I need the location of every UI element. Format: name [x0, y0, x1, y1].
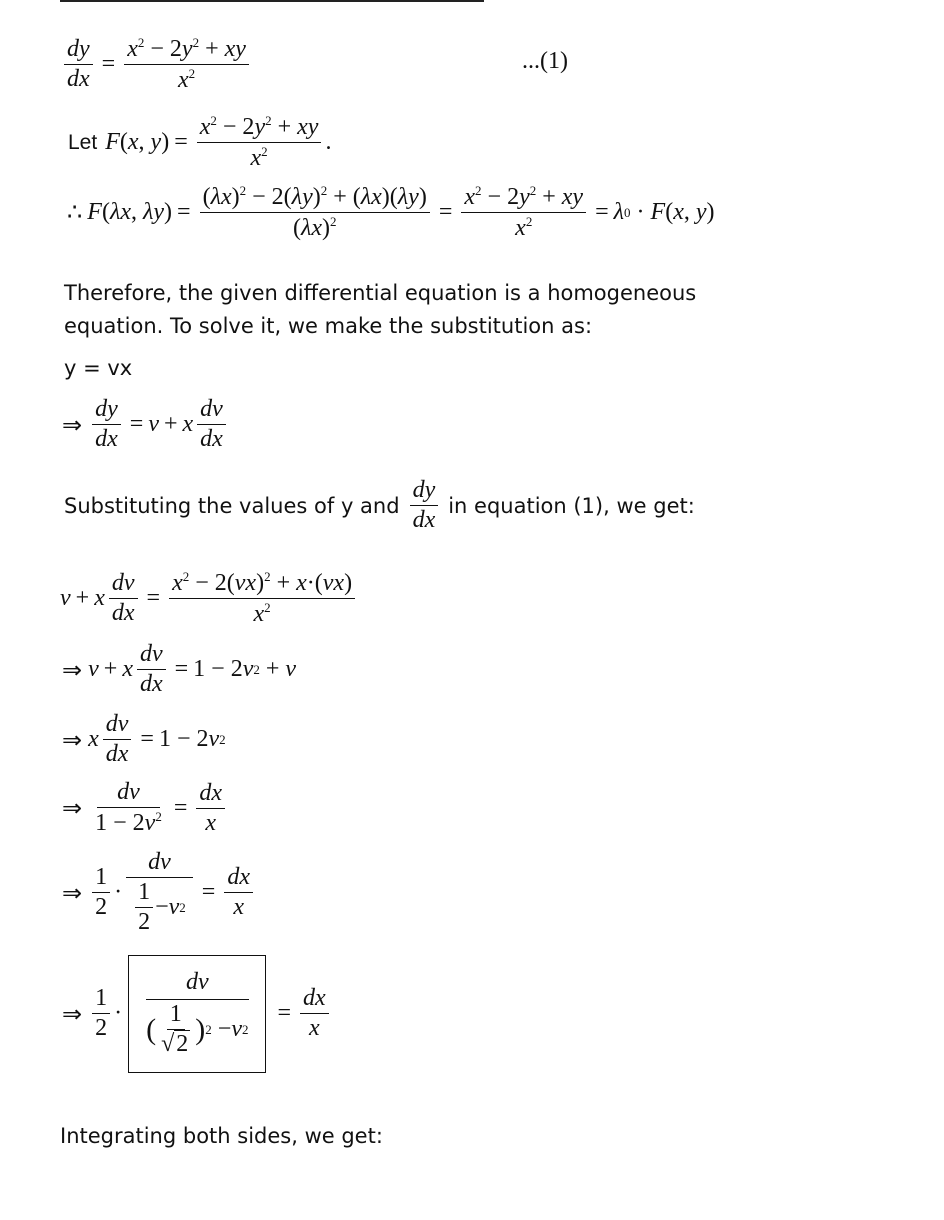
scaled-function-equation: ∴ F ( λx , λy ) = $\frac{(\lambda x)^2 - 2(\lambda y)^2 + (\lambda x)(\lambda y)}{(\lambda x)^2}$ = $\frac{x^2 - 2y^2 + xy}{x^2}$ = λ 0 · F ( x , y )	[67, 183, 715, 242]
let-f-definition: Let F ( x , y ) = $\frac{x^2 - 2y^2 + xy}{x^2}$ .	[68, 113, 332, 172]
step-4-equation: ⇒ $\frac{1}{2}$ · dv $\frac{1}{2}$ − v 2 = $\frac{dx}{x}$	[62, 850, 257, 936]
equation-1: $\frac{dy}{dx}$ = $\frac{x^2 - 2y^2 + xy}{x^2}$	[60, 36, 253, 93]
substituting-text-a: Substituting the values of y and	[64, 493, 400, 518]
equation-tag: ...(1)	[522, 48, 568, 74]
substituting-paragraph: Substituting the values of y and $\frac{dy}{dx}$ in equation (1), we get:	[64, 477, 695, 534]
integrating-paragraph: Integrating both sides, we get:	[60, 1124, 383, 1148]
substituted-equation: v + x $\frac{dv}{dx}$ = $\frac{x^2 - 2(vx)^2 + x\cdot(vx)}{x^2}$	[60, 570, 359, 627]
step-5-equation: ⇒ $\frac{1}{2}$ · dv ( $\frac{1}{√2}$ ) 2 − v 2 = $\frac{dx}{x}$	[62, 955, 333, 1073]
top-rule	[60, 0, 484, 2]
substituting-text-b: in equation (1), we get:	[448, 493, 695, 518]
derivative-equation: ⇒ $\frac{dy}{dx}$ = v + x $\frac{dv}{dx}$	[62, 397, 230, 452]
homogeneous-paragraph: Therefore, the given differential equation is a homogeneous equation. To solve it, we make the substitution as:	[64, 281, 697, 338]
step-1-equation: ⇒ v + x $\frac{dv}{dx}$ = 1 − 2 v 2 + v	[62, 641, 297, 698]
substitution-line: y = vx	[64, 356, 133, 380]
step-2-equation: ⇒ x $\frac{dv}{dx}$ = 1 − 2 v 2	[62, 711, 226, 768]
step-3-equation: ⇒ $\frac{dv}{1 - 2v^2}$ = $\frac{dx}{x}$	[62, 780, 229, 836]
